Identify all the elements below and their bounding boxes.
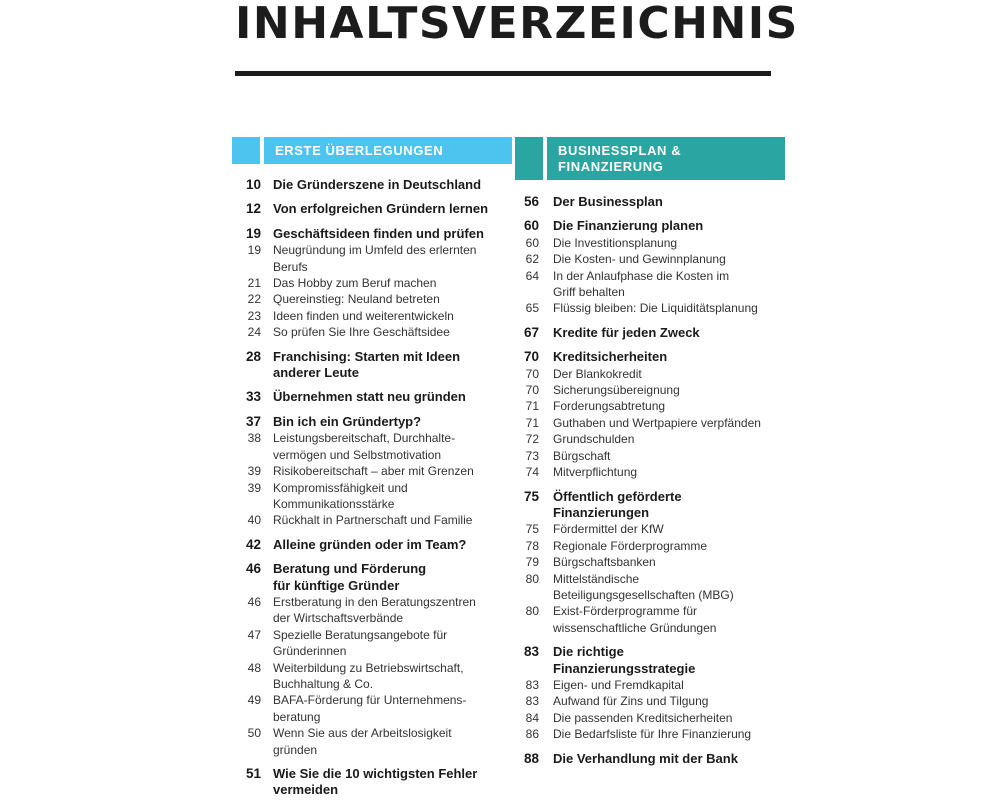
entry-title-line: der Wirtschaftsverbände: [273, 611, 404, 626]
toc-subentry[interactable]: [515, 251, 785, 267]
entry-title-line: Die Investitionsplanung: [553, 235, 678, 250]
entry-title-line: Die Kosten- und Gewinnplanung: [553, 252, 726, 267]
entry-title-line: Rückhalt in Partnerschaft und Familie: [273, 513, 473, 528]
toc-chapter-entry[interactable]: [232, 201, 512, 217]
entry-title-line: vermeiden: [273, 782, 339, 798]
entry-title-line: Spezielle Beratungsangebote für: [273, 627, 448, 642]
entry-title-line: Kommunikationsstärke: [273, 496, 395, 511]
toc-chapter-entry[interactable]: [232, 389, 512, 405]
page-number: 70: [525, 383, 539, 398]
entry-title-line: Die Gründerszene in Deutschland: [273, 177, 482, 192]
entry-title: [273, 177, 512, 193]
entry-title: [273, 242, 512, 275]
page-number: 83: [523, 644, 539, 660]
toc-subentry[interactable]: [515, 448, 785, 464]
toc-chapter-entry[interactable]: [232, 177, 512, 193]
entry-title-line: Berufs: [273, 259, 308, 274]
toc-subentry[interactable]: [232, 308, 512, 324]
entry-title: [553, 521, 785, 537]
page-number: 40: [247, 513, 261, 528]
entry-title: [553, 603, 785, 636]
entry-title: [553, 300, 785, 316]
page-number: 49: [247, 693, 261, 708]
entry-title-line: Der Businessplan: [553, 194, 663, 209]
toc-subentry[interactable]: [515, 398, 785, 414]
page-number: 75: [523, 488, 539, 504]
page-number: 46: [245, 561, 261, 577]
section-heading-line: ERSTE ÜBERLEGUNGEN: [275, 143, 444, 158]
toc-chapter-entry[interactable]: [515, 218, 785, 234]
entry-title: [273, 308, 512, 324]
entry-title-line: Kreditsicherheiten: [553, 349, 668, 365]
entry-title-line: Franchising: Starten mit Ideen: [273, 348, 461, 364]
entry-title-line: Guthaben und Wertpapiere verpfänden: [553, 415, 761, 430]
entry-title-line: Risikobereitschaft – aber mit Grenzen: [273, 464, 474, 479]
section-header-marker: [232, 137, 260, 164]
entry-title-line: Quereinstieg: Neuland betreten: [273, 292, 440, 307]
entry-title: [553, 415, 785, 431]
toc-chapter-entry[interactable]: [515, 194, 785, 210]
toc-subentry[interactable]: [232, 324, 512, 340]
toc-subentry[interactable]: [515, 235, 785, 251]
page-number: 33: [245, 389, 261, 405]
page-number: 65: [525, 301, 539, 316]
page-number: 39: [247, 480, 261, 495]
toc-subentry[interactable]: [232, 692, 512, 725]
entry-title-line: für künftige Gründer: [273, 577, 400, 593]
page-number: 73: [525, 448, 539, 463]
entry-title-line: Regionale Förderprogramme: [553, 538, 708, 553]
entry-title: [273, 725, 512, 758]
page-number: 88: [523, 750, 539, 766]
toc-chapter-entry[interactable]: [515, 325, 785, 341]
toc-subentry[interactable]: [232, 430, 512, 463]
entry-title-line: Das Hobby zum Beruf machen: [273, 276, 437, 291]
toc-subentry[interactable]: [232, 725, 512, 758]
entry-title-line: Die Finanzierung planen: [553, 218, 704, 234]
page-number: 79: [525, 555, 539, 570]
entry-title-line: Griff behalten: [553, 285, 625, 300]
entry-title-line: Grundschulden: [553, 432, 635, 447]
page-number: 80: [525, 604, 539, 619]
entry-title-line: Bürgschaft: [553, 448, 611, 463]
entry-title: [553, 398, 785, 414]
toc-subentry[interactable]: [515, 538, 785, 554]
entry-title-line: Die Bedarfsliste für Ihre Finanzierung: [553, 727, 752, 742]
entry-title: [553, 194, 785, 210]
toc-subentry[interactable]: [515, 726, 785, 742]
section-heading-line: BUSINESSPLAN &: [558, 143, 682, 158]
title-divider: [235, 71, 771, 76]
toc-chapter-entry[interactable]: [232, 349, 512, 382]
toc-subentry[interactable]: [232, 627, 512, 660]
toc-chapter-entry[interactable]: [515, 751, 785, 767]
section-heading-right: [547, 137, 785, 180]
entry-title: [553, 489, 785, 522]
entry-title-line: Wie Sie die 10 wichtigsten Fehler: [273, 766, 478, 781]
section-heading-line: FINANZIERUNG: [558, 159, 664, 174]
entry-title-line: Beteiligungsgesellschaften (MBG): [553, 587, 734, 602]
entry-title-line: Finanzierungen: [553, 504, 650, 520]
entry-title: [273, 349, 512, 382]
entry-title: [273, 201, 512, 217]
page-number: 42: [245, 536, 261, 552]
page-number: 19: [247, 243, 261, 258]
page-number: 74: [525, 465, 539, 480]
toc-subentry[interactable]: [515, 571, 785, 604]
section-header-marker: [515, 137, 543, 180]
entry-title-line: Fördermittel der KfW: [553, 522, 664, 537]
page-number: 50: [247, 726, 261, 741]
page-number: 60: [525, 235, 539, 250]
entry-title: [553, 349, 785, 365]
toc-list-left: [232, 177, 512, 799]
page-number: 46: [247, 594, 261, 609]
entry-title: [553, 677, 785, 693]
toc-subentry[interactable]: [232, 242, 512, 275]
page-number: 37: [245, 413, 261, 429]
toc-chapter-entry[interactable]: [232, 561, 512, 594]
toc-chapter-entry[interactable]: [515, 349, 785, 365]
page-number: 70: [523, 349, 539, 365]
entry-title: [273, 291, 512, 307]
page-number: 64: [525, 268, 539, 283]
page-number: 75: [525, 522, 539, 537]
page-number: 83: [525, 677, 539, 692]
entry-title-line: Leistungsbereitschaft, Durchhalte-: [273, 431, 456, 446]
entry-title: [273, 594, 512, 627]
entry-title-line: Die passenden Kreditsicherheiten: [553, 710, 733, 725]
entry-title: [273, 766, 512, 799]
page-number: 21: [247, 276, 261, 291]
entry-title-line: Gründerinnen: [273, 644, 347, 659]
entry-title: [553, 431, 785, 447]
toc-subentry[interactable]: [232, 660, 512, 693]
entry-title: [273, 463, 512, 479]
entry-title: [553, 464, 785, 480]
section-header-right: [515, 137, 785, 180]
entry-title-line: Kredite für jeden Zweck: [553, 324, 700, 340]
entry-title-line: Aufwand für Zins und Tilgung: [553, 694, 709, 709]
page-number: 23: [247, 308, 261, 323]
toc-chapter-entry[interactable]: [232, 766, 512, 799]
entry-title: [553, 448, 785, 464]
entry-title-line: Buchhaltung & Co.: [273, 676, 374, 691]
entry-title-line: Weiterbildung zu Betriebswirtschaft,: [273, 660, 464, 675]
toc-chapter-entry[interactable]: [232, 226, 512, 242]
section-header-left: [232, 137, 512, 164]
entry-title-line: Sicherungsübereignung: [553, 383, 680, 398]
page-number: 56: [523, 194, 539, 209]
toc-subentry[interactable]: [515, 603, 785, 636]
entry-title: [553, 644, 785, 677]
entry-title-line: Ideen finden und weiterentwickeln: [273, 308, 454, 323]
entry-title-line: anderer Leute: [273, 365, 359, 381]
toc-subentry[interactable]: [515, 521, 785, 537]
entry-title: [273, 275, 512, 291]
entry-title-line: Wenn Sie aus der Arbeitslosigkeit: [273, 726, 452, 741]
entry-title: [273, 692, 512, 725]
entry-title-line: Die richtige: [553, 644, 624, 660]
entry-title-line: Die Verhandlung mit der Bank: [553, 750, 738, 766]
page-number: 24: [247, 325, 261, 340]
toc-subentry[interactable]: [515, 300, 785, 316]
entry-title: [273, 480, 512, 513]
toc-subentry[interactable]: [515, 268, 785, 301]
entry-title: [553, 538, 785, 554]
entry-title-line: Exist-Förderprogramme für: [553, 604, 698, 619]
entry-title-line: wissenschaftliche Gründungen: [553, 620, 717, 635]
page-number: 39: [247, 464, 261, 479]
toc-chapter-entry[interactable]: [232, 537, 512, 553]
page-number: 38: [247, 431, 261, 446]
page-number: 80: [525, 571, 539, 586]
entry-title-line: Erstberatung in den Beratungszentren: [273, 594, 476, 609]
entry-title: [553, 251, 785, 267]
toc-subentry[interactable]: [515, 693, 785, 709]
entry-title-line: Bürgschaftsbanken: [553, 555, 656, 570]
entry-title-line: Bin ich ein Gründertyp?: [273, 413, 422, 429]
page-number: 83: [525, 694, 539, 709]
entry-title-line: Geschäftsideen finden und prüfen: [273, 225, 484, 241]
toc-subentry[interactable]: [515, 710, 785, 726]
toc-subentry[interactable]: [515, 677, 785, 693]
entry-title-line: vermögen und Selbstmotivation: [273, 447, 442, 462]
toc-chapter-entry[interactable]: [515, 489, 785, 522]
page-number: 71: [525, 415, 539, 430]
toc-chapter-entry[interactable]: [232, 414, 512, 430]
entry-title: [553, 554, 785, 570]
entry-title: [553, 710, 785, 726]
toc-subentry[interactable]: [515, 366, 785, 382]
page-number: 78: [525, 538, 539, 553]
entry-title: [553, 382, 785, 398]
entry-title: [273, 512, 512, 528]
entry-title: [273, 430, 512, 463]
entry-title-line: Flüssig bleiben: Die Liquiditätsplanung: [553, 301, 758, 316]
toc-chapter-entry[interactable]: [515, 644, 785, 677]
entry-title: [273, 561, 512, 594]
toc-subentry[interactable]: [232, 291, 512, 307]
entry-title-line: Forderungsabtretung: [553, 399, 666, 414]
toc-subentry[interactable]: [515, 415, 785, 431]
entry-title-line: Kompromissfähigkeit und: [273, 480, 408, 495]
entry-title: [273, 627, 512, 660]
entry-title: [273, 537, 512, 553]
entry-title: [273, 660, 512, 693]
entry-title-line: Mitverpflichtung: [553, 465, 638, 480]
toc-subentry[interactable]: [232, 275, 512, 291]
entry-title: [553, 693, 785, 709]
entry-title-line: Neugründung im Umfeld des erlernten: [273, 243, 477, 258]
entry-title-line: Finanzierungsstrategie: [553, 660, 696, 676]
entry-title: [553, 325, 785, 341]
page-number: 84: [525, 710, 539, 725]
entry-title: [273, 226, 512, 242]
toc-subentry[interactable]: [515, 464, 785, 480]
page-number: 72: [525, 432, 539, 447]
entry-title-line: Alleine gründen oder im Team?: [273, 536, 467, 552]
toc-subentry[interactable]: [232, 480, 512, 513]
entry-title-line: Übernehmen statt neu gründen: [273, 389, 466, 405]
toc-list-right: [515, 194, 785, 767]
entry-title-line: BAFA-Förderung für Unternehmens-: [273, 693, 467, 708]
page-number: 12: [245, 201, 261, 217]
page-number: 28: [245, 348, 261, 364]
page-title: INHALTSVERZEICHNIS: [235, 0, 799, 49]
toc-column-left: [232, 137, 512, 799]
entry-title: [553, 366, 785, 382]
entry-title: [553, 218, 785, 234]
entry-title-line: Mittelständische: [553, 571, 640, 586]
page-number: 51: [245, 766, 261, 781]
entry-title-line: gründen: [273, 742, 318, 757]
entry-title: [273, 389, 512, 405]
page-number: 10: [245, 177, 261, 192]
page-number: 47: [247, 627, 261, 642]
page-number: 48: [247, 660, 261, 675]
toc-subentry[interactable]: [232, 463, 512, 479]
entry-title-line: Von erfolgreichen Gründern lernen: [273, 201, 489, 217]
toc-subentry[interactable]: [515, 554, 785, 570]
entry-title-line: Öffentlich geförderte: [553, 488, 682, 504]
section-heading-left: [264, 137, 512, 164]
page-number: 70: [525, 366, 539, 381]
page-number: 62: [525, 252, 539, 267]
page-number: 60: [523, 218, 539, 234]
entry-title-line: In der Anlaufphase die Kosten im: [553, 268, 730, 283]
entry-title: [553, 751, 785, 767]
page-number: 22: [247, 292, 261, 307]
entry-title-line: Beratung und Förderung: [273, 561, 427, 577]
entry-title-line: Eigen- und Fremdkapital: [553, 677, 684, 692]
page-number: 86: [525, 727, 539, 742]
entry-title-line: beratung: [273, 709, 321, 724]
entry-title: [553, 571, 785, 604]
toc-subentry[interactable]: [232, 594, 512, 627]
page-number: 19: [245, 225, 261, 241]
entry-title: [553, 268, 785, 301]
page-number: 71: [525, 399, 539, 414]
toc-column-right: [515, 137, 785, 767]
toc-subentry[interactable]: [515, 382, 785, 398]
entry-title: [273, 324, 512, 340]
toc-subentry[interactable]: [515, 431, 785, 447]
entry-title-line: Der Blankokredit: [553, 366, 642, 381]
entry-title-line: So prüfen Sie Ihre Geschäftsidee: [273, 325, 450, 340]
entry-title: [553, 235, 785, 251]
toc-subentry[interactable]: [232, 512, 512, 528]
entry-title: [273, 414, 512, 430]
entry-title: [553, 726, 785, 742]
page-number: 67: [523, 324, 539, 340]
